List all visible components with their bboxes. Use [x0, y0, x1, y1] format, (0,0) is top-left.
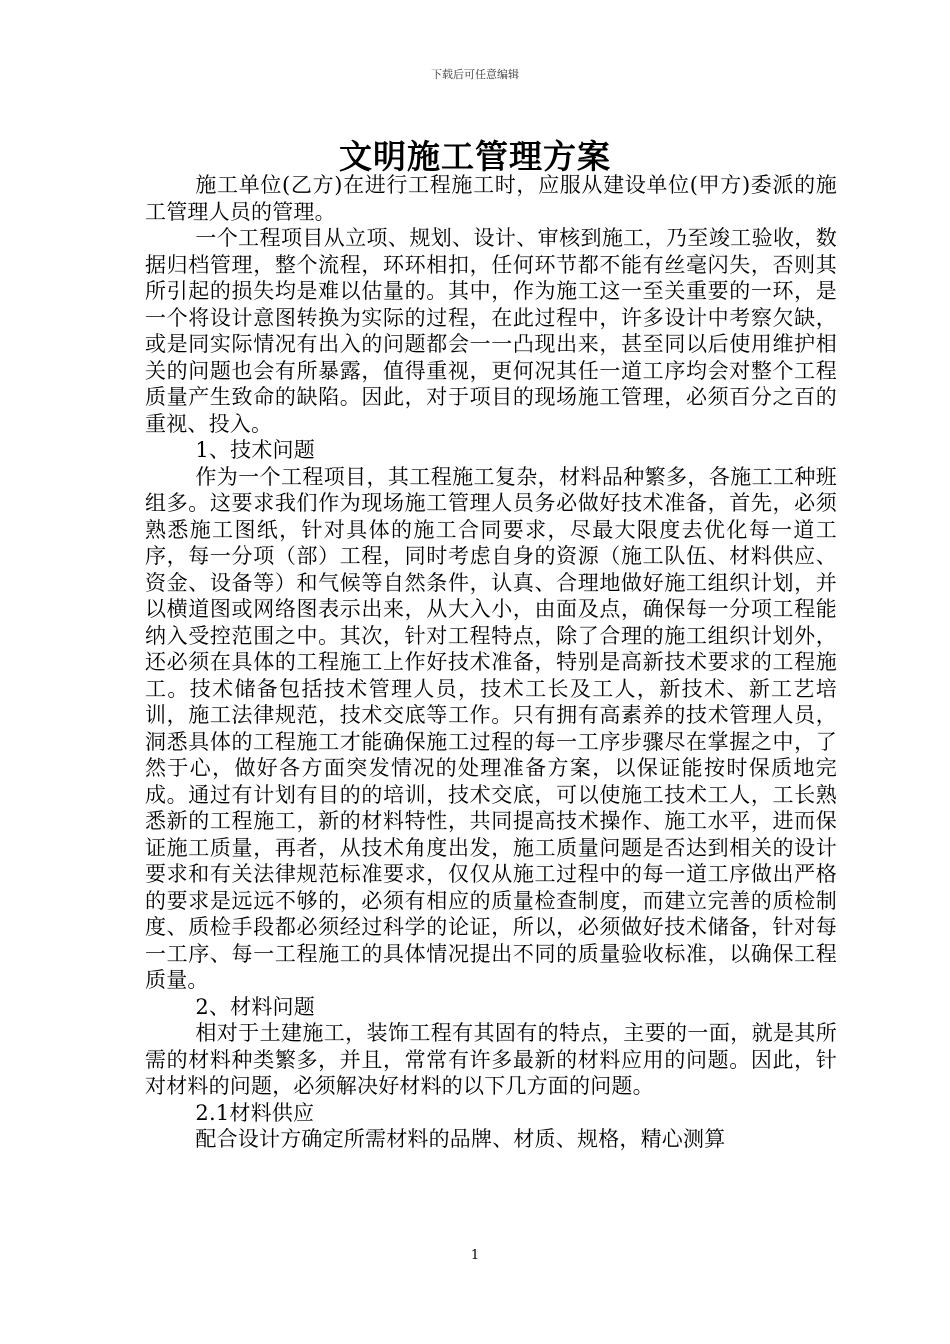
document-title: 文明施工管理方案	[339, 137, 611, 176]
document-body	[145, 172, 837, 1153]
page-number: 1	[470, 1248, 480, 1263]
paragraph-project-overview: 一个工程项目从立项、规划、设计、审核到施工，乃至竣工验收，数据归档管理，整个流程，环环相扣，任何环节都不能有丝毫闪失，否则其所引起的损失均是难以估量的。其中，作为施工这一至关重要的一环，是一个将设计意图转换为实际的过程，在此过程中，许多设计中考察欠缺，或是同实际情况有出入的问题都会一一凸现出来，甚至同以后使用维护相关的问题也会有所暴露，值得重视，更何况其任一道工序均会对整个工程质量产生致命的缺陷。因此，对于项目的现场施工管理，必须百分之百的重视、投入。	[145, 226, 837, 436]
section-heading-technical: 1、技术问题	[195, 438, 315, 462]
paragraph-materials: 相对于土建施工，装饰工程有其固有的特点，主要的一面，就是其所需的材料种类繁多，并且，常常有许多最新的材料应用的问题。因此，针对材料的问题，必须解决好材料的以下几方面的问题。	[145, 1021, 837, 1098]
paragraph-technical: 作为一个工程项目，其工程施工复杂，材料品种繁多，各施工工种班组多。这要求我们作为现场施工管理人员务必做好技术准备，首先，必须熟悉施工图纸，针对具体的施工合同要求，尽最大限度去优化每一道工序，每一分项（部）工程，同时考虑自身的资源（施工队伍、材料供应、资金、设备等）和气候等自然条件，认真、合理地做好施工组织计划，并以横道图或网络图表示出来，从大入小，由面及点，确保每一分项工程能纳入受控范围之中。其次，针对工程特点，除了合理的施工组织计划外，还必须在具体的工程施工上作好技术准备，特别是高新技术要求的工程施工。技术储备包括技术管理人员，技术工长及工人，新技术、新工艺培训，施工法律规范，技术交底等工作。只有拥有高素养的技术管理人员，洞悉具体的工程施工才能确保施工过程的每一工序步骤尽在掌握之中，了然于心，做好各方面突发情况的处理准备方案，以保证能按时保质地完成。通过有计划有目的的培训，技术交底，可以使施工技术工人，工长熟悉新的工程施工，新的材料特性，共同提高技术操作、施工水平，进而保证施工质量，再者，从技术角度出发，施工质量问题是否达到相关的设计要求和有关法律规范标准要求，仅仅从施工过程中的每一道工序做出严格的要求是远远不够的，必须有相应的质量检查制度，而建立完善的质检制度、质检手段都必须经过科学的论证，所以，必须做好技术储备，针对每一工序、每一工程施工的具体情况提出不同的质量验收标准，以确保工程质量。	[145, 464, 837, 992]
subsection-heading-material-supply: 2.1材料供应	[195, 1100, 315, 1125]
paragraph-intro: 施工单位(乙方)在进行工程施工时，应服从建设单位(甲方)委派的施工管理人员的管理。	[145, 173, 837, 224]
paragraph-material-supply: 配合设计方确定所需材料的品牌、材质、规格，精心测算	[195, 1127, 726, 1151]
section-heading-materials: 2、材料问题	[195, 994, 315, 1019]
header-note: 下载后可任意编辑	[431, 68, 519, 81]
